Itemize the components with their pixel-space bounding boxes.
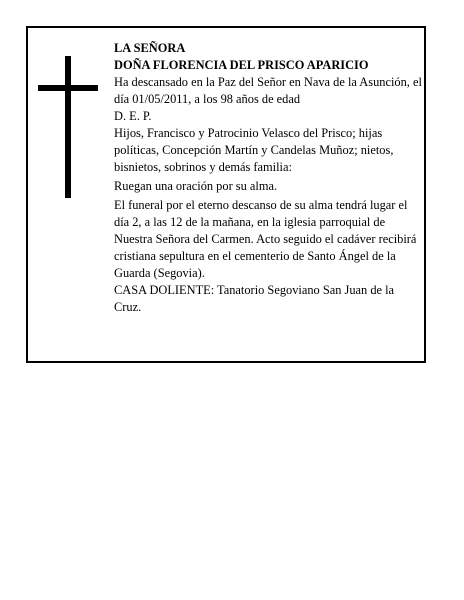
funeral-paragraph: El funeral por el eterno descanso de su alma tendrá lugar el día 2, a las 12 de la mañana, en la iglesia parroquial de Nuestra Señora del Carmen. Acto seguido el cadáver recibirá cristiana sepultura en el cementerio de Santo Ángel de la Guarda (Segovia). xyxy=(114,198,417,280)
obituary-notice xyxy=(26,26,426,363)
rest-paragraph: Ha descansado en la Paz del Señor en Nava de la Asunción, el día 01/05/2011, a los 98 años de edad xyxy=(114,75,422,106)
heading-title: LA SEÑORA xyxy=(114,41,186,55)
latin-cross-icon xyxy=(38,56,98,198)
mourning-house-paragraph: CASA DOLIENTE: Tanatorio Segoviano San Juan de la Cruz. xyxy=(114,283,395,314)
prayer-paragraph: Ruegan una oración por su alma. xyxy=(114,179,278,193)
notice-text-block xyxy=(114,40,424,316)
deceased-name: DOÑA FLORENCIA DEL PRISCO APARICIO xyxy=(114,58,369,72)
cross-vertical-bar xyxy=(65,56,71,198)
dep-line: D. E. P. xyxy=(114,109,152,123)
cross-horizontal-bar xyxy=(38,85,98,91)
family-paragraph: Hijos, Francisco y Patrocinio Velasco del Prisco; hijas políticas, Concepción Martín y Candelas Muñoz; nietos, bisnietos, sobrinos y demás familia: xyxy=(114,126,394,174)
